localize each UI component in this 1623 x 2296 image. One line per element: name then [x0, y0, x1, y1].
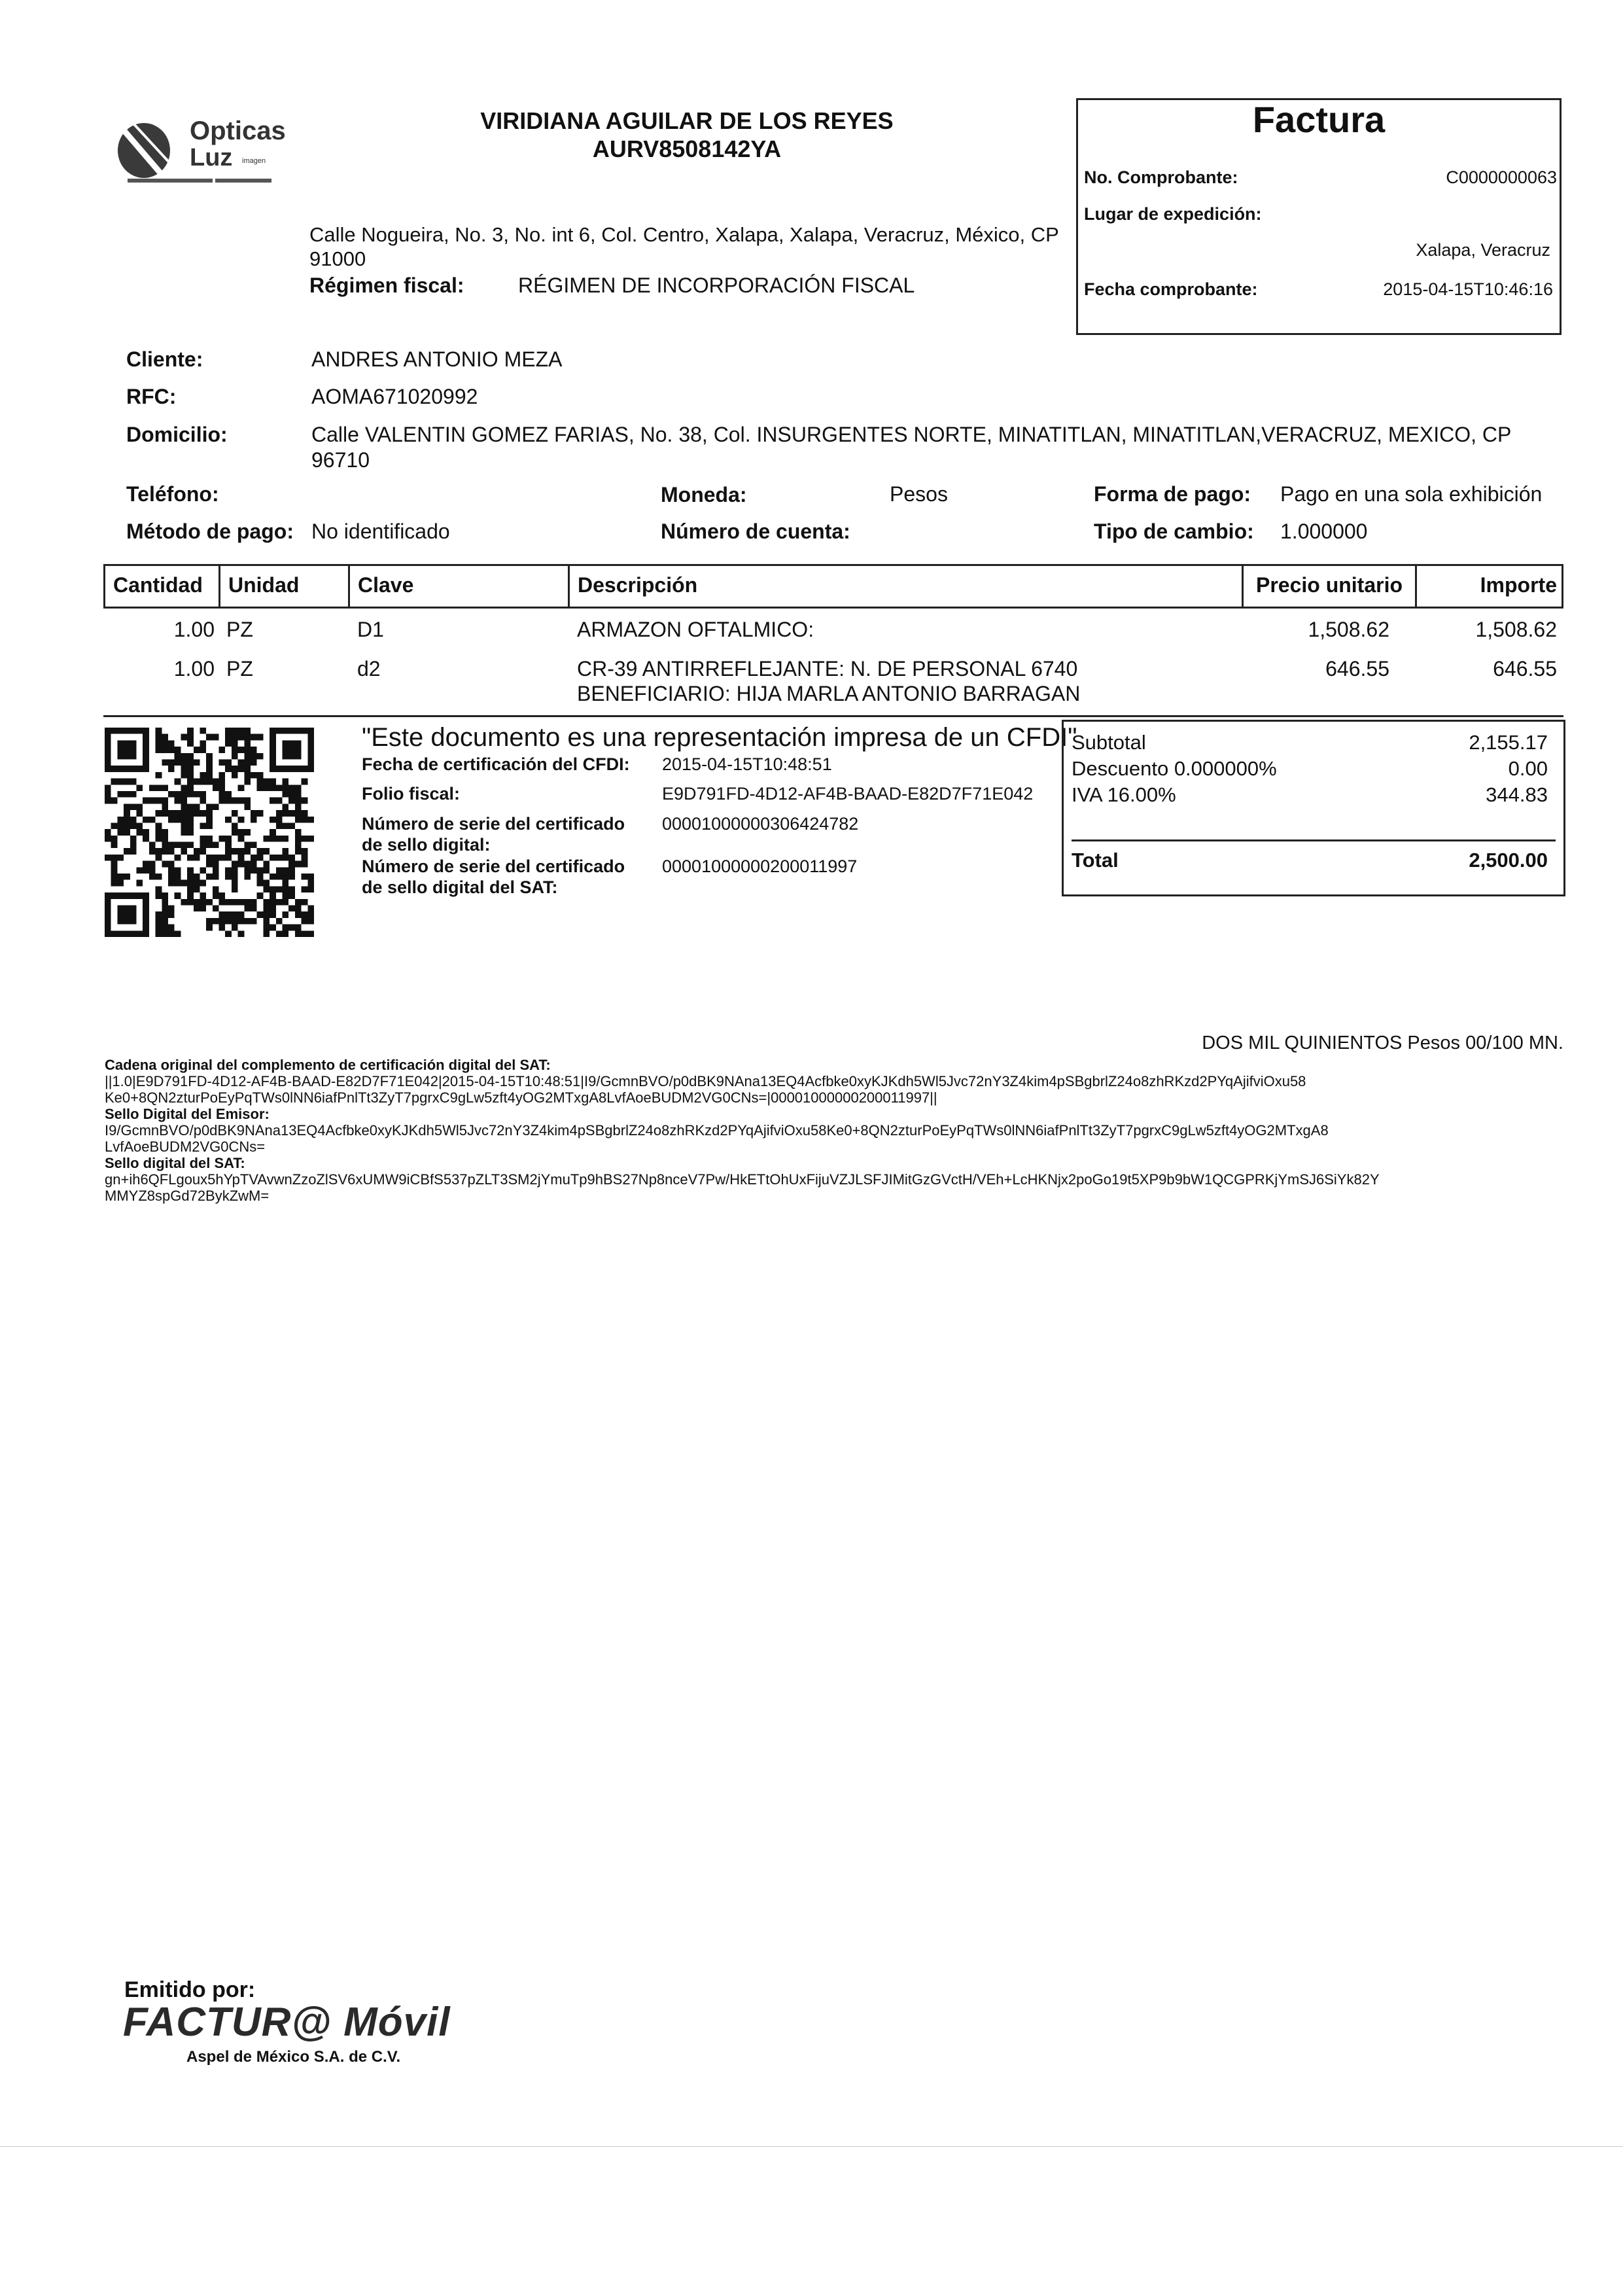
amount-in-words: DOS MIL QUINIENTOS Pesos 00/100 MN. [1202, 1033, 1563, 1053]
facture-movil-logo: FACTUR@ Móvil [123, 2000, 451, 2045]
folio-fiscal-value: E9D791FD-4D12-AF4B-BAAD-E82D7F71E042 [662, 784, 1034, 804]
no-comprobante-value: C0000000063 [1446, 168, 1557, 187]
regimen-label: Régimen fiscal: [309, 274, 464, 297]
fecha-comprobante-label: Fecha comprobante: [1084, 279, 1258, 299]
th-precio-unitario: Precio unitario [1255, 573, 1403, 597]
serie-certificado-label-2: de sello digital: [362, 835, 491, 855]
domicilio-line1: Calle VALENTIN GOMEZ FARIAS, No. 38, Col. INSURGENTES NORTE, MINATITLAN, MINATITLAN,VERACRUZ, MEXICO, CP [311, 423, 1512, 446]
rfc-value: AOMA671020992 [311, 385, 478, 408]
lugar-expedicion-value: Xalapa, Veracruz [1416, 240, 1550, 260]
telefono-label: Teléfono: [126, 482, 219, 506]
issuer-address: Calle Nogueira, No. 3, No. int 6, Col. Centro, Xalapa, Xalapa, Veracruz, México, CP 91000 [309, 223, 1059, 270]
row2-descripcion: CR-39 ANTIRREFLEJANTE: N. DE PERSONAL 6740 [577, 657, 1078, 680]
totals-divider [1072, 839, 1556, 841]
forma-pago-value: Pago en una sola exhibición [1280, 482, 1543, 506]
rfc-label: RFC: [126, 385, 177, 408]
subtotal-value: 2,155.17 [1469, 731, 1548, 754]
subtotal-label: Subtotal [1072, 731, 1146, 754]
emitido-por-label: Emitido por: [124, 1977, 256, 2002]
table-bottom-rule [103, 715, 1563, 717]
no-comprobante-label: No. Comprobante: [1084, 168, 1238, 187]
regimen-value: RÉGIMEN DE INCORPORACIÓN FISCAL [518, 274, 915, 297]
metodo-pago-value: No identificado [311, 520, 450, 543]
tipo-cambio-value: 1.000000 [1280, 520, 1368, 543]
cadena-original-label: Cadena original del complemento de certificación digital del SAT: [105, 1057, 551, 1073]
qr-code [105, 726, 314, 938]
row2-descripcion-line2: BENEFICIARIO: HIJA MARLA ANTONIO BARRAGAN [577, 682, 1081, 705]
domicilio-label: Domicilio: [126, 423, 228, 446]
row2-cantidad: 1.00 [173, 657, 215, 680]
domicilio-line2: 96710 [311, 448, 370, 472]
th-unidad: Unidad [228, 573, 300, 597]
row1-descripcion: ARMAZON OFTALMICO: [577, 618, 814, 641]
cadena-original-line1: ||1.0|E9D791FD-4D12-AF4B-BAAD-E82D7F71E042|2015-04-15T10:48:51|I9/GcmnBVO/p0dBK9NAna13EQ4Acfbke0xyKJKdh5Wl5Jvc72nY3Z4kim4pSBgbrlZ24o8zhRKzd2PYqAjifviOxu58 [105, 1073, 1306, 1089]
iva-value: 344.83 [1486, 783, 1548, 806]
moneda-value: Pesos [890, 482, 948, 506]
row2-importe: 646.55 [1493, 657, 1557, 680]
cfdi-representation-note: "Este documento es una representación impresa de un CFDI" [362, 723, 1077, 752]
fecha-certificacion-label: Fecha de certificación del CFDI: [362, 754, 630, 774]
row1-cantidad: 1.00 [173, 618, 215, 641]
logo-line1: Opticas [190, 116, 286, 145]
moneda-label: Moneda: [661, 483, 747, 506]
tipo-cambio-label: Tipo de cambio: [1094, 520, 1254, 543]
th-cantidad: Cantidad [113, 573, 203, 597]
sello-emisor-label: Sello Digital del Emisor: [105, 1106, 270, 1122]
scan-edge-line [0, 2146, 1623, 2147]
sello-emisor-line1: I9/GcmnBVO/p0dBK9NAna13EQ4Acfbke0xyKJKdh5Wl5Jvc72nY3Z4kim4pSBgbrlZ24o8zhRKzd2PYqAjifviOxu58Ke0+8QN2zturPoEyPqTWs0lNN6iafPnlTt3ZyT7pgrxC9gLw5zft4yOG2MTxgA8 [105, 1122, 1329, 1139]
serie-certificado-sat-label: Número de serie del certificado [362, 857, 625, 876]
fecha-comprobante-value: 2015-04-15T10:46:16 [1383, 279, 1553, 299]
cliente-value: ANDRES ANTONIO MEZA [311, 347, 563, 371]
row2-clave: d2 [357, 657, 381, 680]
sello-sat-line2: MMYZ8spGd72BykZwM= [105, 1188, 270, 1204]
th-importe: Importe [1480, 573, 1557, 597]
row2-precio: 646.55 [1325, 657, 1389, 680]
row1-clave: D1 [357, 618, 384, 641]
descuento-label: Descuento 0.000000% [1072, 757, 1277, 780]
fecha-certificacion-value: 2015-04-15T10:48:51 [662, 754, 832, 774]
issuer-name: VIRIDIANA AGUILAR DE LOS REYES [480, 107, 894, 134]
sello-emisor-line2: LvfAoeBUDM2VG0CNs= [105, 1139, 266, 1155]
descuento-value: 0.00 [1508, 757, 1548, 780]
folio-fiscal-label: Folio fiscal: [362, 784, 461, 804]
th-descripcion: Descripción [578, 573, 698, 597]
sello-sat-line1: gn+ih6QFLgoux5hYpTVAvwnZzoZlSV6xUMW9iCBfS537pZLT3SM2jYmuTp9hBS27Np8nceV7Pw/HkETtOhUxFijuVZJLSFJIMitGzGVctH/VEh+LcHKNjx2poGo19t5XP9b9bW1QCGPRKjYmSJ6SiYk82Y [105, 1171, 1380, 1188]
logo-line2: Luz [190, 144, 233, 171]
forma-pago-label: Forma de pago: [1094, 482, 1251, 506]
sello-sat-label: Sello digital del SAT: [105, 1155, 245, 1171]
cadena-original-line2: Ke0+8QN2zturPoEyPqTWs0lNN6iafPnlTt3ZyT7pgrxC9gLw5zft4yOG2MTxgA8LvfAoeBUDM2VG0CNs=|00001000000200011997|| [105, 1089, 937, 1106]
total-value: 2,500.00 [1469, 849, 1548, 872]
aspel-company: Aspel de México S.A. de C.V. [186, 2048, 401, 2066]
numero-cuenta-label: Número de cuenta: [661, 520, 850, 543]
logo-sub: imagen [242, 157, 266, 165]
iva-label: IVA 16.00% [1072, 783, 1176, 806]
serie-certificado-sat-label-2: de sello digital del SAT: [362, 877, 558, 897]
row1-importe: 1,508.62 [1475, 618, 1557, 641]
lugar-expedicion-label: Lugar de expedición: [1084, 204, 1262, 224]
issuer-rfc: AURV8508142YA [592, 135, 782, 162]
serie-certificado-value: 00001000000306424782 [662, 814, 859, 834]
row1-unidad: PZ [226, 618, 253, 641]
factura-title: Factura [1252, 99, 1386, 140]
serie-certificado-label: Número de serie del certificado [362, 814, 625, 834]
metodo-pago-label: Método de pago: [126, 520, 294, 543]
cliente-label: Cliente: [126, 347, 203, 371]
th-clave: Clave [358, 573, 414, 597]
serie-certificado-sat-value: 00001000000200011997 [662, 857, 858, 876]
row2-unidad: PZ [226, 657, 253, 680]
row1-precio: 1,508.62 [1308, 618, 1389, 641]
total-label: Total [1072, 849, 1119, 872]
